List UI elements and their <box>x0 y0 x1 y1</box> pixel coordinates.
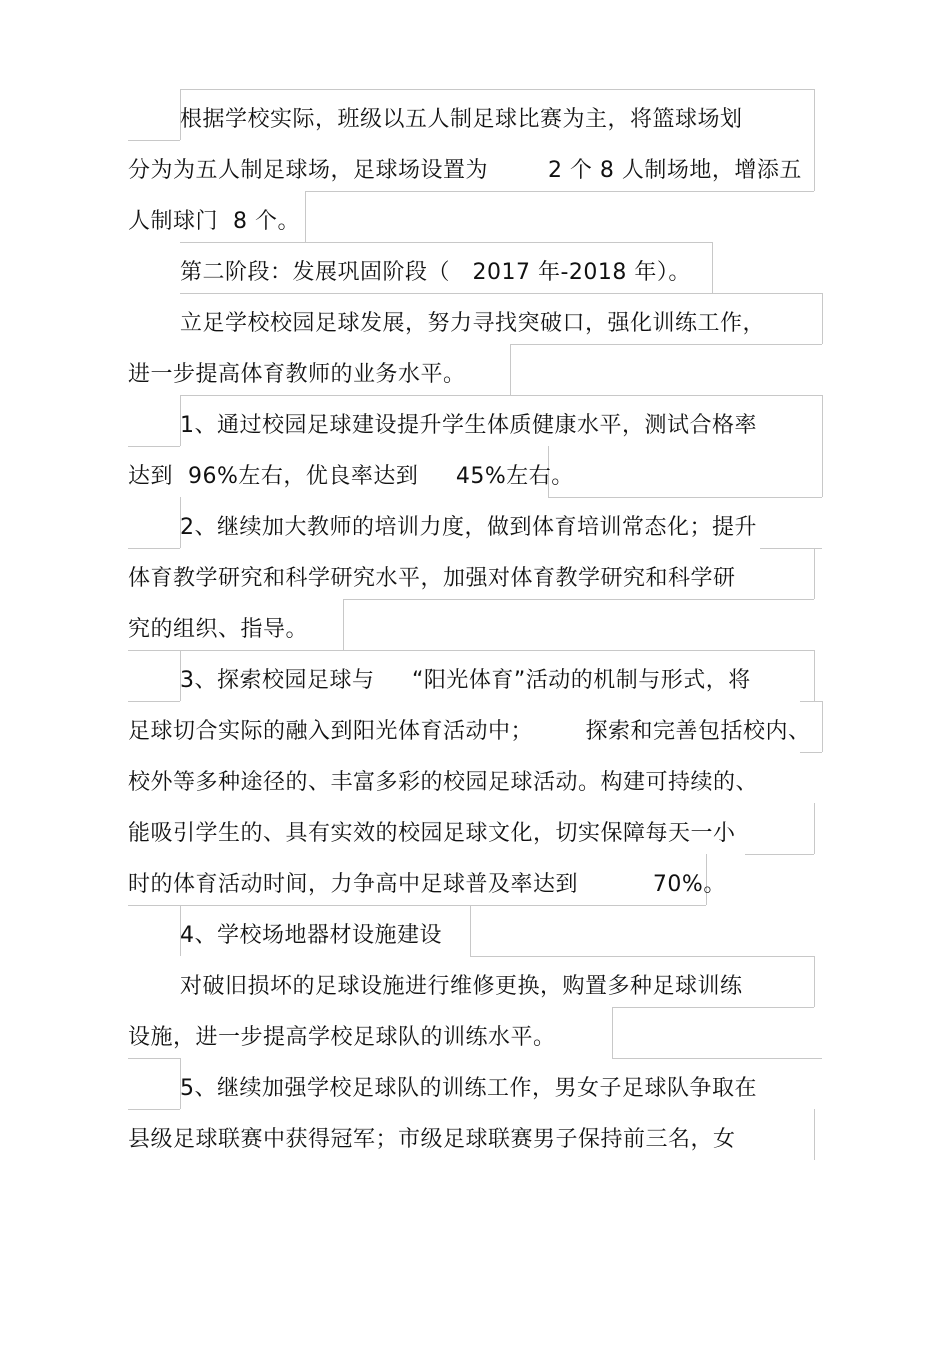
text-line: 分为为五人制足球场，足球场设置为 2 个 8 人制场地，增添五 <box>128 158 802 183</box>
text-line: 县级足球联赛中获得冠军；市级足球联赛男子保持前三名，女 <box>128 1127 736 1152</box>
list-item: 5、继续加强学校足球队的训练工作，男女子足球队争取在 <box>180 1076 757 1101</box>
rule-line <box>800 701 822 702</box>
rule-line <box>180 293 822 294</box>
rule-line <box>128 650 814 651</box>
section-heading: 第二阶段：发展巩固阶段（ 2017 年-2018 年）。 <box>180 260 691 285</box>
rule-line <box>800 752 822 753</box>
rule-line <box>128 140 180 141</box>
rule-line <box>128 1058 180 1059</box>
rule-line <box>814 1109 815 1160</box>
text-line: 究的组织、指导。 <box>128 617 309 642</box>
rule-line <box>612 1007 814 1008</box>
text-line: 校外等多种途径的、丰富多彩的校园足球活动。构建可持续的、 <box>128 770 759 795</box>
rule-line <box>822 293 823 344</box>
text-line: 进一步提高体育教师的业务水平。 <box>128 362 466 387</box>
text-line: 能吸引学生的、具有实效的校园足球文化，切实保障每天一小 <box>128 821 736 846</box>
rule-line <box>180 89 814 90</box>
text-line: 对破旧损坏的足球设施进行维修更换，购置多种足球训练 <box>180 974 743 999</box>
rule-line <box>822 701 823 752</box>
list-item: 1、通过校园足球建设提升学生体质健康水平，测试合格率 <box>180 413 757 438</box>
rule-line <box>128 701 180 702</box>
rule-line <box>470 905 471 956</box>
rule-line <box>343 599 814 600</box>
rule-line <box>814 803 815 854</box>
text-line: 时的体育活动时间，力争高中足球普及率达到 70%。 <box>128 872 726 897</box>
text-line: 体育教学研究和科学研究水平，加强对体育教学研究和科学研 <box>128 566 736 591</box>
rule-line <box>305 191 814 192</box>
rule-line <box>612 1058 822 1059</box>
rule-line <box>510 344 511 395</box>
text-line: 达到 96%左右，优良率达到 45%左右。 <box>128 464 574 489</box>
list-item: 2、继续加大教师的培训力度，做到体育培训常态化；提升 <box>180 515 757 540</box>
rule-line <box>128 548 180 549</box>
text-line: 人制球门 8 个。 <box>128 209 300 234</box>
rule-line <box>470 956 814 957</box>
text-line: 设施，进一步提高学校足球队的训练水平。 <box>128 1025 556 1050</box>
rule-line <box>760 548 822 549</box>
rule-line <box>128 905 706 906</box>
list-item: 3、探索校园足球与 “阳光体育”活动的机制与形式，将 <box>180 668 751 693</box>
rule-line <box>548 497 822 498</box>
rule-line <box>305 191 306 242</box>
rule-line <box>814 548 815 599</box>
rule-line <box>814 650 815 701</box>
rule-line <box>814 956 815 1007</box>
rule-line <box>822 395 823 497</box>
rule-line <box>510 344 822 345</box>
rule-line <box>180 242 712 243</box>
rule-line <box>612 1007 613 1058</box>
rule-line <box>180 395 822 396</box>
list-item: 4、学校场地器材设施建设 <box>180 923 442 948</box>
rule-line <box>712 242 713 293</box>
rule-line <box>814 89 815 191</box>
text-line: 立足学校校园足球发展，努力寻找突破口，强化训练工作， <box>180 311 766 336</box>
rule-line <box>745 854 814 855</box>
text-line: 足球切合实际的融入到阳光体育活动中； 探索和完善包括校内、 <box>128 719 811 744</box>
rule-line <box>343 599 344 650</box>
rule-line <box>128 446 180 447</box>
rule-line <box>128 1109 180 1110</box>
text-line: 根据学校实际，班级以五人制足球比赛为主，将篮球场划 <box>180 107 743 132</box>
